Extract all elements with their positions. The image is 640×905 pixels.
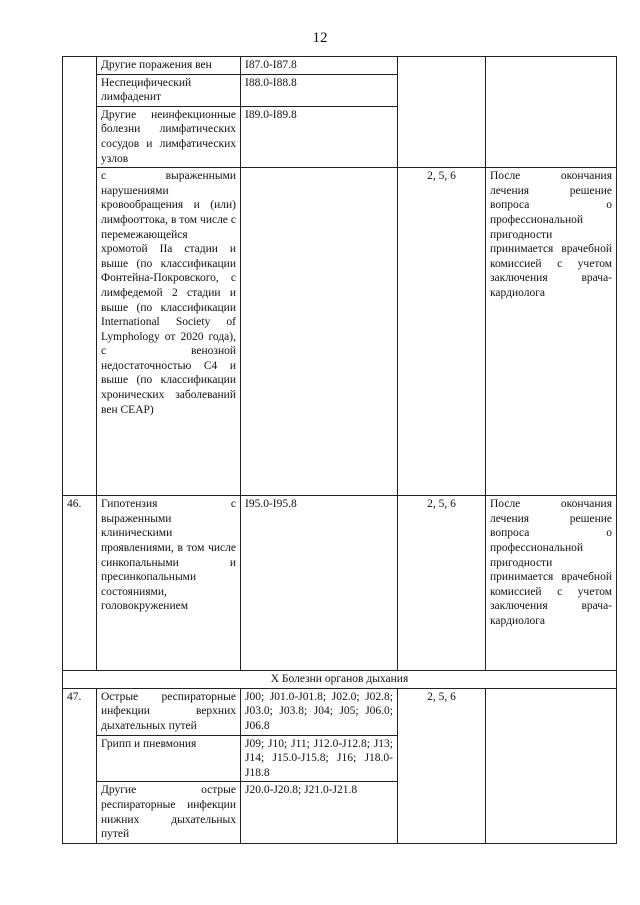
note-text: После окончания лечения решение вопроса о профессиональной пригодности принимается врачебной комиссией с учетом заключения врача-кардиолога xyxy=(486,168,617,496)
table-row xyxy=(63,57,617,75)
section-title: X Болезни органов дыхания xyxy=(63,671,617,689)
condition-text: с выраженными нарушениями кровообращения и (или) лимфооттока, в том числе с перемежающейся хромотой IIа стадии и выше (по классификации Фонтейна-Покровского, с лимфедемой 2 стадии и выше (по классификации International Society of Lymphology от 2020 года), с венозной недостаточностью С4 и выше (по классификации хронических заболеваний вен CEAP) xyxy=(97,168,241,496)
icd-codes: J20.0-J20.8; J21.0-J21.8 xyxy=(241,782,398,843)
contraindication-points: 2, 5, 6 xyxy=(398,496,486,671)
table-row xyxy=(63,168,617,496)
disease-name: Острые респираторные инфекции верхних дыхательных путей xyxy=(97,688,241,735)
disease-name: Гипотензия с выраженными клиническими проявлениями, в том числе синкопальными и пресинкопальными состояниями, головокружением xyxy=(97,496,241,671)
note-text: После окончания лечения решение вопроса о профессиональной пригодности принимается врачебной комиссией с учетом заключения врача-кардиолога xyxy=(486,496,617,671)
page-number: 12 xyxy=(312,30,328,46)
contraindication-points: 2, 5, 6 xyxy=(398,688,486,843)
section-row xyxy=(63,671,617,689)
row-number: 46. xyxy=(63,496,97,671)
row-number: 47. xyxy=(63,688,97,843)
icd-codes xyxy=(241,168,398,496)
icd-codes: J00; J01.0-J01.8; J02.0; J02.8; J03.0; J03.8; J04; J05; J06.0; J06.8 xyxy=(241,688,398,735)
icd-codes: I95.0-I95.8 xyxy=(241,496,398,671)
row-number-cell xyxy=(63,57,97,496)
disease-name: Грипп и пневмония xyxy=(97,735,241,782)
note-cell xyxy=(486,57,617,168)
note-cell xyxy=(486,688,617,843)
table-row xyxy=(63,688,617,735)
icd-codes: I89.0-I89.8 xyxy=(241,106,398,167)
points-cell xyxy=(398,57,486,168)
icd-codes: I87.0-I87.8 xyxy=(241,57,398,75)
disease-name: Другие неинфекционные болезни лимфатических сосудов и лимфатических узлов xyxy=(97,106,241,167)
icd-codes: I88.0-I88.8 xyxy=(241,74,398,106)
disease-name: Другие поражения вен xyxy=(97,57,241,75)
contraindication-points: 2, 5, 6 xyxy=(398,168,486,496)
disease-name: Другие острые респираторные инфекции нижних дыхательных путей xyxy=(97,782,241,843)
icd-codes: J09; J10; J11; J12.0-J12.8; J13; J14; J15.0-J15.8; J16; J18.0-J18.8 xyxy=(241,735,398,782)
disease-table xyxy=(62,56,617,844)
table-row xyxy=(63,496,617,671)
disease-name: Неспецифический лимфаденит xyxy=(97,74,241,106)
